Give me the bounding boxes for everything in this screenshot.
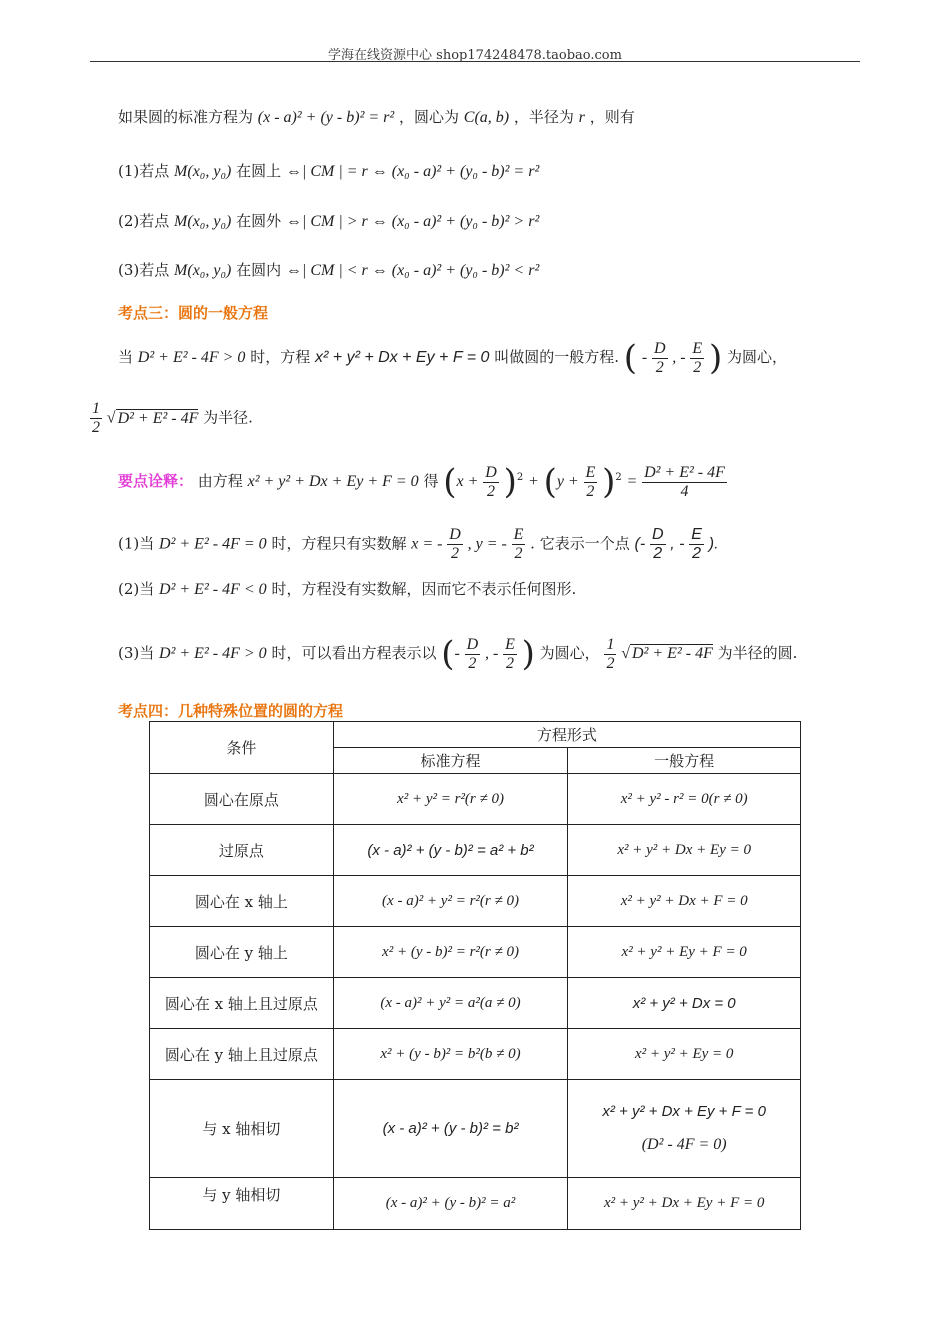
table-row (150, 825, 801, 876)
header-divider (90, 61, 860, 62)
s3-when: 当 (118, 348, 134, 366)
row-condition: 与 y 轴相切 (150, 1178, 334, 1230)
case-relation: ⇔| CM | = r ⇔ (x₀ - a)² + (y₀ - b)² = r² (285, 163, 540, 180)
item-text-3: 为半径的圆. (717, 644, 798, 662)
row-general: x² + y² + Dx = 0 (568, 978, 801, 1029)
notes-item-2 (118, 578, 576, 599)
row-general-condition: (D² - 4F = 0) (641, 1136, 727, 1153)
s3-general-equation: x² + y² + Dx + Ey + F = 0 (315, 349, 490, 366)
left-paren-icon: ( (623, 338, 638, 378)
case-where: 在圆外 (236, 212, 282, 230)
case-relation: ⇔| CM | > r ⇔ (x₀ - a)² + (y₀ - b)² > r² (285, 213, 540, 230)
center-x-fraction: $\frac{D}{2}$ (653, 339, 666, 376)
row-general: x² + y² + Ey = 0 (568, 1029, 801, 1080)
row-condition: 圆心在 x 轴上 (150, 876, 334, 927)
item-text-2: . 它表示一个点 (530, 534, 630, 553)
table-row (150, 876, 801, 927)
row-standard: (x - a)² + (y - b)² = b² (333, 1080, 568, 1178)
row-general: x² + y² + Ey + F = 0 (568, 927, 801, 978)
intro-radius: r (578, 109, 585, 126)
half-fraction: $\frac{1}{2}$ (92, 400, 100, 436)
row-condition: 与 x 轴相切 (150, 1080, 334, 1178)
row-standard: (x - a)² + y² = r²(r ≠ 0) (333, 876, 568, 927)
notes-item-1: (1)当 D² + E² - 4F = 0 时，方程只有实数解 x = - $\frac{D}{2}$ , y = - $\frac{E}{2}$ . 它表示一个点 (- $\frac{D}{2}$ , - $\frac{E}{2}$ ). (118, 526, 719, 562)
item-text: 时，方程只有实数解 (271, 534, 407, 553)
intro-text-3: ，半径为 (513, 108, 574, 126)
notes-label: 要点诠释： (118, 472, 194, 490)
table-row (150, 1029, 801, 1080)
solution-x: x = - (411, 535, 443, 553)
row-condition: 圆心在 y 轴上且过原点 (150, 1029, 334, 1080)
case-inside-circle (118, 259, 539, 280)
case-outside-circle (118, 210, 539, 231)
row-general: x² + y² + Dx + Ey = 0 (568, 825, 801, 876)
notes-equation: x² + y² + Dx + Ey + F = 0 (247, 473, 419, 490)
row-condition: 圆心在原点 (150, 774, 334, 825)
section-3-line-1: 当 D² + E² - 4F > 0 时，方程 x² + y² + Dx + Ey + F = 0 叫做圆的一般方程. ( - $\frac{D}{2}$ , - $\frac{E}{2}$ ) 为圆心， (118, 338, 788, 378)
center-y-fraction: $\frac{E}{2}$ (692, 339, 703, 376)
row-standard: (x - a)² + (y - b)² = a² (333, 1178, 568, 1230)
item-label: (1)当 (118, 534, 155, 553)
s3-text-3: 为圆心， (727, 348, 788, 366)
row-general: x² + y² - r² = 0(r ≠ 0) (568, 774, 801, 825)
row-standard: x² + (y - b)² = r²(r ≠ 0) (333, 927, 568, 978)
item-text-2: 为圆心， (539, 644, 600, 662)
row-general-equation: x² + y² + Dx + Ey + F = 0 (602, 1103, 766, 1120)
item-condition: D² + E² - 4F = 0 (159, 535, 267, 553)
row-standard: x² + (y - b)² = b²(b ≠ 0) (333, 1029, 568, 1080)
s3-sqrt-expression: D² + E² - 4F (117, 409, 199, 427)
right-paren-icon: ) (708, 338, 723, 378)
row-condition: 过原点 (150, 825, 334, 876)
solution-y: , y = - (467, 535, 507, 553)
item-condition: D² + E² - 4F < 0 (159, 581, 267, 598)
special-circle-table (149, 721, 801, 1230)
table-row (150, 1080, 801, 1178)
case-on-circle (118, 160, 539, 181)
header-standard: 标准方程 (333, 748, 568, 774)
item-label: (3)当 (118, 644, 155, 662)
intro-text-2: ，圆心为 (398, 108, 459, 126)
notes-rhs-fraction: $\frac{\text{D² + E² - 4F}}{4}$ (644, 463, 725, 500)
item-label: (2)当 (118, 580, 155, 598)
s3-text-2: 叫做圆的一般方程. (494, 348, 619, 366)
intro-center: C(a, b) (463, 109, 510, 126)
table-row (150, 774, 801, 825)
case-point: M(x₀, y₀) (174, 163, 232, 180)
table-row (150, 1178, 801, 1230)
intro-line (118, 106, 635, 127)
s3-text-4: 为半径. (203, 408, 253, 427)
row-condition: 圆心在 x 轴上且过原点 (150, 978, 334, 1029)
table-row (150, 927, 801, 978)
notes-text-1: 由方程 (197, 472, 243, 490)
row-standard: (x - a)² + (y - b)² = a² + b² (333, 825, 568, 876)
row-condition: 圆心在 y 轴上 (150, 927, 334, 978)
s3-text-1: 时，方程 (250, 348, 311, 366)
item-text: 时，可以看出方程表示以 (271, 644, 437, 662)
section-3-line-2 (90, 400, 253, 437)
row-general: x² + y² + Dx + Ey + F = 0 (568, 1178, 801, 1230)
row-general (568, 1080, 801, 1178)
case-relation: ⇔| CM | < r ⇔ (x₀ - a)² + (y₀ - b)² < r² (285, 262, 540, 279)
row-standard: (x - a)² + y² = a²(a ≠ 0) (333, 978, 568, 1029)
row-general: x² + y² + Dx + F = 0 (568, 876, 801, 927)
header-form: 方程形式 (333, 722, 800, 748)
case-point: M(x₀, y₀) (174, 213, 232, 230)
table-row (150, 978, 801, 1029)
intro-text-1: 如果圆的标准方程为 (118, 108, 254, 126)
notes-item-3: (3)当 D² + E² - 4F > 0 时，可以看出方程表示以 (- $\frac{D}{2}$ , - $\frac{E}{2}$ ) 为圆心， $\frac{1}{2}$ √ D² + E² - 4F 为半径的圆. (118, 634, 798, 674)
section-4-title: 考点四：几种特殊位置的圆的方程 (118, 702, 344, 720)
item-condition: D² + E² - 4F > 0 (159, 645, 267, 662)
row-standard: x² + y² = r²(r ≠ 0) (333, 774, 568, 825)
sqrt-icon: √ (106, 409, 116, 427)
intro-text-4: ，则有 (589, 108, 635, 126)
case-where: 在圆内 (236, 261, 282, 279)
case-label: (3)若点 (118, 261, 170, 279)
header-general: 一般方程 (568, 748, 801, 774)
case-label: (2)若点 (118, 212, 170, 230)
page-header: 学海在线资源中心 shop174248478.taobao.com (328, 48, 622, 63)
intro-standard-equation: (x - a)² + (y - b)² = r² (257, 109, 395, 126)
section-3-title: 考点三：圆的一般方程 (118, 304, 269, 322)
case-point: M(x₀, y₀) (174, 262, 232, 279)
header-condition: 条件 (150, 722, 334, 774)
item-text: 时，方程没有实数解，因而它不表示任何图形. (271, 580, 577, 598)
notes-line: 要点诠释： 由方程 x² + y² + Dx + Ey + F = 0 得 (x + $\frac{D}{2}$ )$^2$ + (y + $\frac{E}{2}$ )$^2$ = $\frac{\text{D² + E² - 4F}}{4}$ (118, 462, 725, 502)
s3-condition: D² + E² - 4F > 0 (137, 349, 246, 366)
case-label: (1)若点 (118, 162, 170, 180)
case-where: 在圆上 (236, 162, 282, 180)
notes-text-2: 得 (423, 472, 439, 490)
